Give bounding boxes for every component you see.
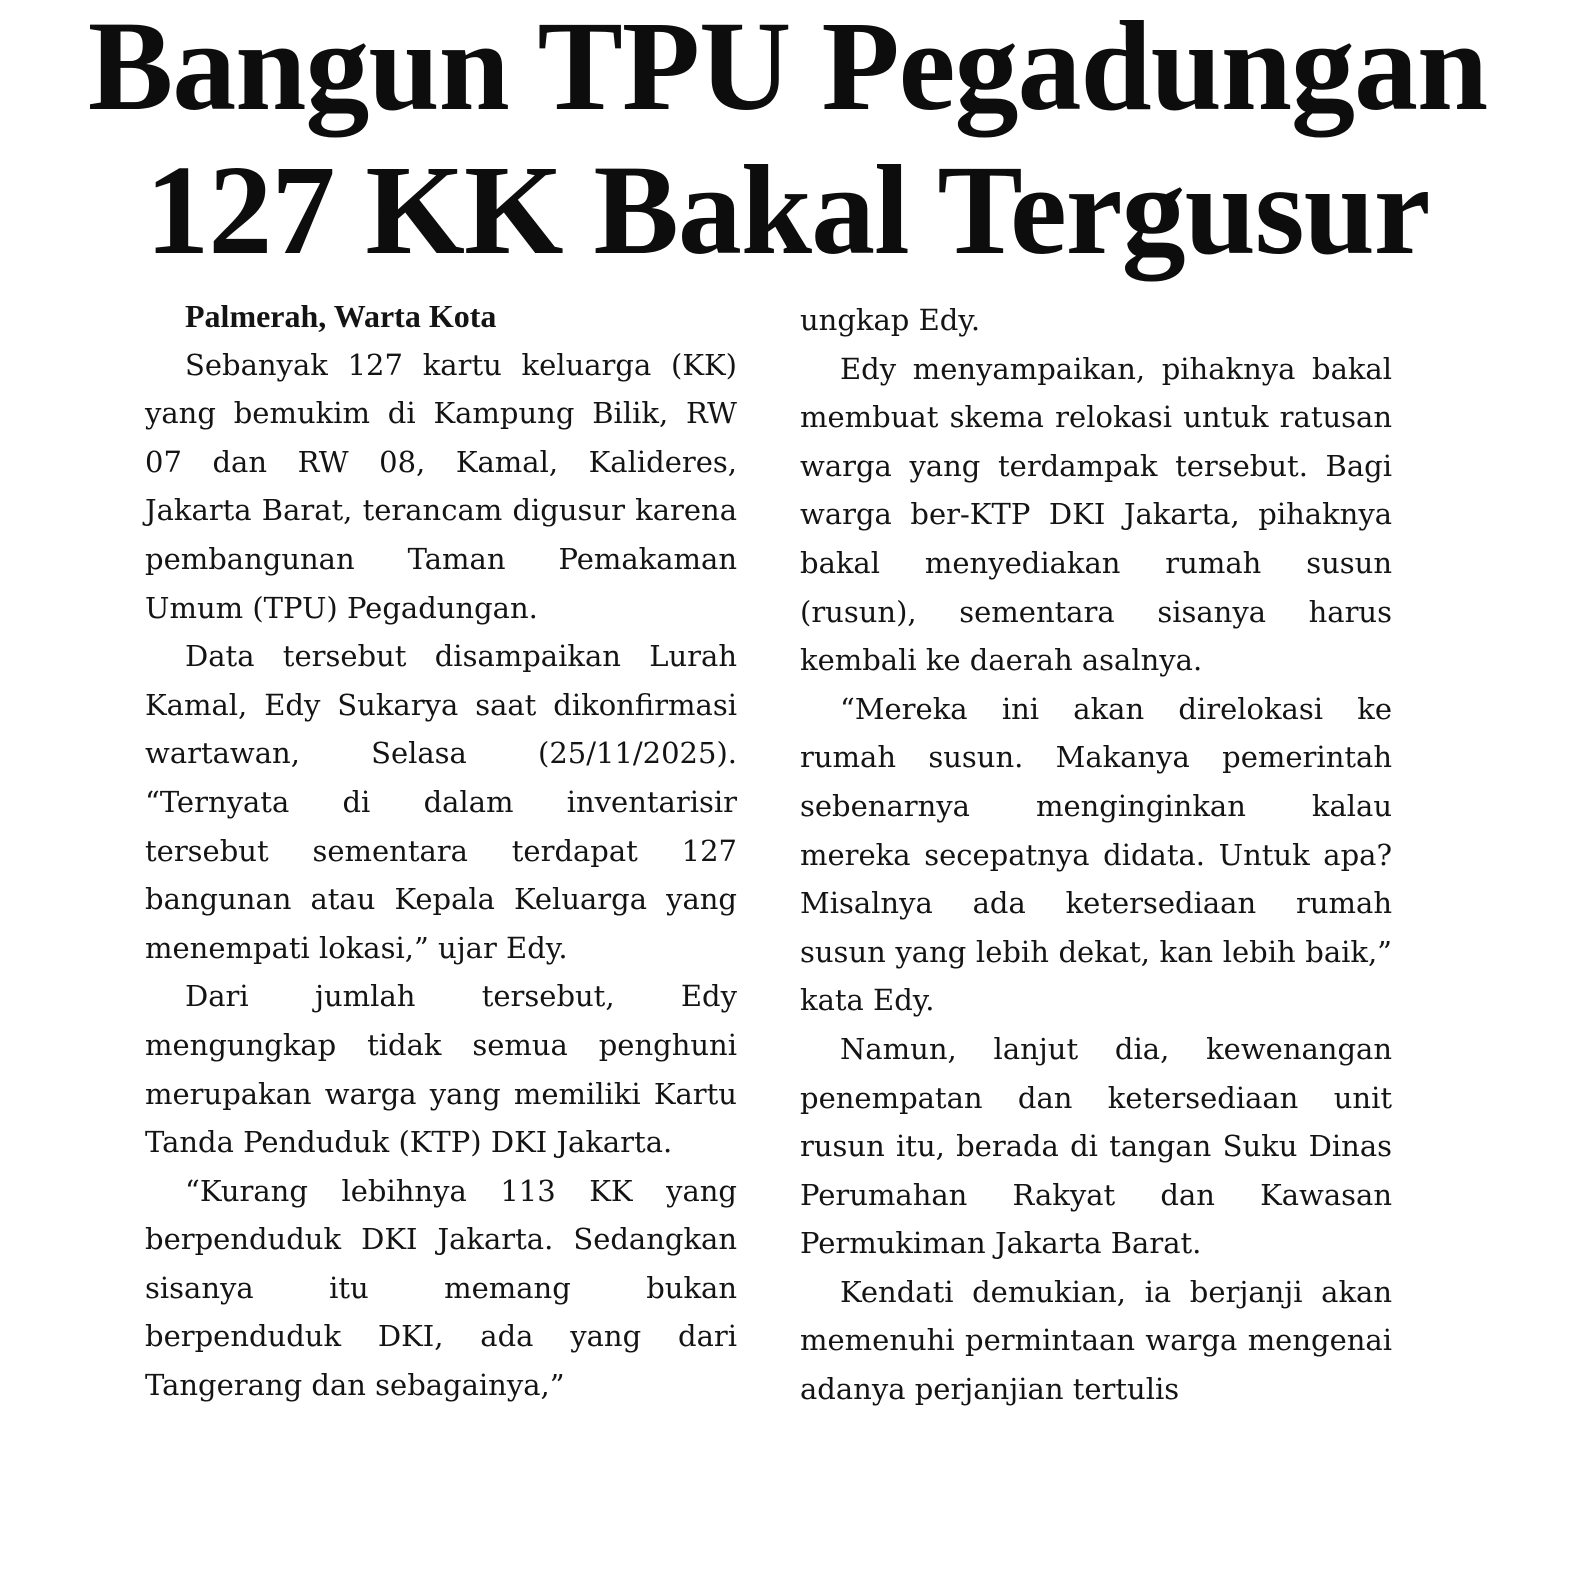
paragraph-continued: ungkap Edy.: [800, 303, 981, 337]
paragraph: Sebanyak 127 kartu keluarga (KK) yang bemukim di Kampung Bilik, RW 07 dan RW 08, Kamal, Kalideres, Jakarta Barat, terancam digusur karena pembangunan Taman Pemakaman Umum (TPU) Pegadungan.: [145, 347, 737, 625]
paragraph: “Mereka ini akan direlokasi ke rumah susun. Makanya pemerintah sebenarnya menginginkan kalau mereka secepatnya didata. Untuk apa? Misalnya ada ketersediaan rumah susun yang lebih dekat, kan lebih baik,” kata Edy.: [800, 691, 1392, 1018]
paragraph: Kendati demukian, ia berjanji akan memenuhi permintaan warga mengenai adanya perjanjian tertulis: [800, 1274, 1392, 1407]
article-column-right: [800, 296, 1392, 1414]
paragraph: Dari jumlah tersebut, Edy mengungkap tidak semua penghuni merupakan warga yang memiliki Kartu Tanda Penduduk (KTP) DKI Jakarta.: [145, 979, 737, 1160]
paragraph: Data tersebut disampaikan Lurah Kamal, Edy Sukarya saat dikonfirmasi wartawan, Selasa (25/11/2025). “Ternyata di dalam inventarisir tersebut sementara terdapat 127 bangunan atau Kepala Keluarga yang menempati lokasi,” ujar Edy.: [145, 639, 737, 965]
dateline: Palmerah, Warta Kota: [185, 298, 497, 334]
paragraph: Edy menyampaikan, pihaknya bakal membuat skema relokasi untuk ratusan warga yang terdampak tersebut. Bagi warga ber-KTP DKI Jakarta, pihaknya bakal menyediakan rumah susun (rusun), sementara sisanya harus kembali ke daerah asalnya.: [800, 351, 1392, 678]
paragraph: Namun, lanjut dia, kewenangan penempatan dan ketersediaan unit rusun itu, berada di tangan Suku Dinas Perumahan Rakyat dan Kawasan Permukiman Jakarta Barat.: [800, 1031, 1392, 1261]
paragraph: “Kurang lebihnya 113 KK yang berpenduduk DKI Jakarta. Sedangkan sisanya itu memang bukan berpenduduk DKI, ada yang dari Tangerang dan sebagainya,”: [145, 1173, 737, 1403]
article-column-left: [145, 292, 737, 1410]
headline-line-2: 127 KK Bakal Tergusur: [145, 139, 1430, 281]
headline-line-1: Bangun TPU Pegadungan: [87, 0, 1488, 137]
